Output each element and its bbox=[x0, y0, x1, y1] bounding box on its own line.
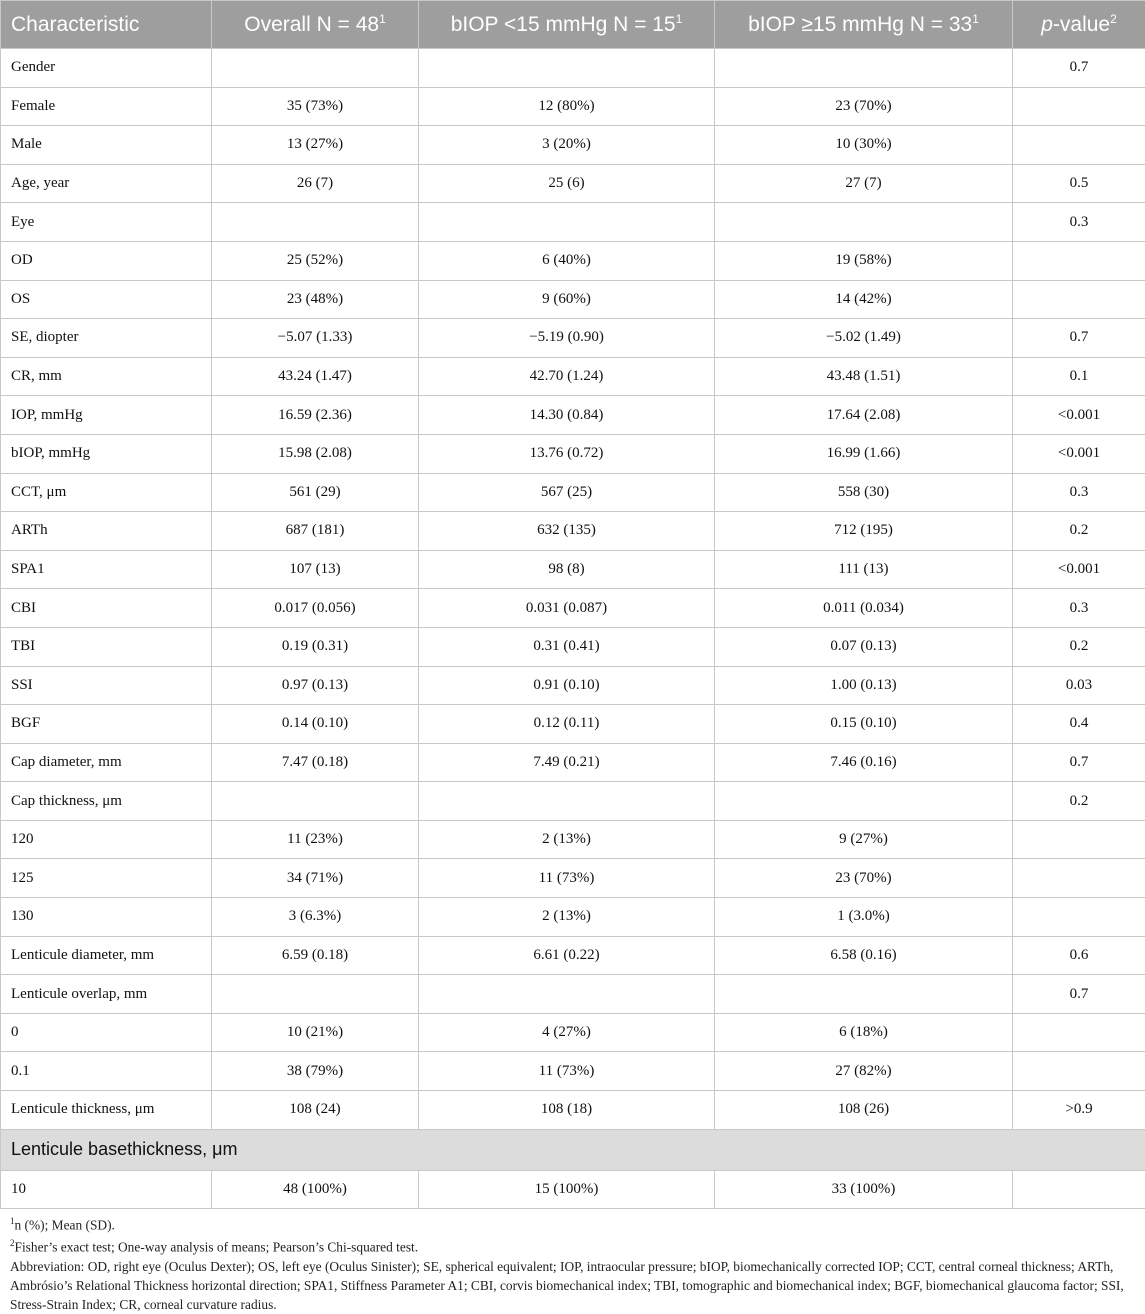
data-cell bbox=[419, 49, 715, 88]
p-value-cell: 0.7 bbox=[1013, 49, 1145, 88]
data-cell: 98 (8) bbox=[419, 550, 715, 589]
p-value-cell: 0.7 bbox=[1013, 975, 1145, 1014]
row-label: 130 bbox=[1, 898, 212, 937]
data-cell: 10 (21%) bbox=[212, 1013, 419, 1052]
p-value-cell: 0.3 bbox=[1013, 473, 1145, 512]
table-row bbox=[1, 743, 1145, 782]
data-cell bbox=[212, 782, 419, 821]
p-value-cell: 0.7 bbox=[1013, 743, 1145, 782]
data-cell: 7.49 (0.21) bbox=[419, 743, 715, 782]
row-label: Female bbox=[1, 87, 212, 126]
row-label: Gender bbox=[1, 49, 212, 88]
p-value-cell: >0.9 bbox=[1013, 1091, 1145, 1130]
table-row bbox=[1, 357, 1145, 396]
p-value-cell: 0.6 bbox=[1013, 936, 1145, 975]
data-cell: 0.017 (0.056) bbox=[212, 589, 419, 628]
table-row bbox=[1, 936, 1145, 975]
data-cell: 23 (70%) bbox=[715, 859, 1013, 898]
data-cell bbox=[419, 203, 715, 242]
data-cell: 6 (18%) bbox=[715, 1013, 1013, 1052]
row-label: CR, mm bbox=[1, 357, 212, 396]
header-row bbox=[1, 1, 1145, 49]
p-value-cell: 0.7 bbox=[1013, 319, 1145, 358]
data-cell: 0.19 (0.31) bbox=[212, 627, 419, 666]
data-cell: 38 (79%) bbox=[212, 1052, 419, 1091]
data-cell: 561 (29) bbox=[212, 473, 419, 512]
data-cell: 6.58 (0.16) bbox=[715, 936, 1013, 975]
abbreviation-note: Abbreviation: OD, right eye (Oculus Dexter); OS, left eye (Oculus Sinister); SE, spherical equivalent; IOP, intraocular pressure; bIOP, biomechanically corrected IOP; CCT, central corneal thickness; ARTh, Ambrósio’s Relational Thickness horizontal direction; SPA1, Stiffness Parameter A1; CBI, corvis biomechanical index; TBI, tomographic and biomechanical index; BGF, biomechanical glaucoma factor; SSI, Stress-Strain Index; CR, corneal curvature radius. bbox=[10, 1257, 1135, 1314]
data-cell bbox=[212, 49, 419, 88]
p-value-cell: 0.2 bbox=[1013, 512, 1145, 551]
data-cell: 0.31 (0.41) bbox=[419, 627, 715, 666]
p-value-cell: <0.001 bbox=[1013, 434, 1145, 473]
section-row bbox=[1, 1129, 1145, 1170]
table-row bbox=[1, 820, 1145, 859]
row-label: 0 bbox=[1, 1013, 212, 1052]
row-label: TBI bbox=[1, 627, 212, 666]
row-label: SPA1 bbox=[1, 550, 212, 589]
data-cell bbox=[715, 782, 1013, 821]
table-row bbox=[1, 898, 1145, 937]
p-value-cell bbox=[1013, 1170, 1145, 1209]
data-cell: 9 (60%) bbox=[419, 280, 715, 319]
data-cell: 16.99 (1.66) bbox=[715, 434, 1013, 473]
row-label: Age, year bbox=[1, 164, 212, 203]
row-label: Cap thickness, μm bbox=[1, 782, 212, 821]
data-cell: 712 (195) bbox=[715, 512, 1013, 551]
data-cell: 3 (20%) bbox=[419, 126, 715, 165]
data-cell: −5.07 (1.33) bbox=[212, 319, 419, 358]
data-cell: −5.02 (1.49) bbox=[715, 319, 1013, 358]
table-row bbox=[1, 49, 1145, 88]
data-cell: 13 (27%) bbox=[212, 126, 419, 165]
data-cell: 14 (42%) bbox=[715, 280, 1013, 319]
data-cell: 11 (23%) bbox=[212, 820, 419, 859]
header-characteristic: Characteristic bbox=[1, 1, 212, 49]
data-cell: 0.15 (0.10) bbox=[715, 705, 1013, 744]
header-biop-high: bIOP ≥15 mmHg $N = 33^1$ bbox=[715, 1, 1013, 49]
data-cell: 16.59 (2.36) bbox=[212, 396, 419, 435]
row-label: CCT, μm bbox=[1, 473, 212, 512]
data-cell: 567 (25) bbox=[419, 473, 715, 512]
table-row bbox=[1, 1091, 1145, 1130]
data-cell: 33 (100%) bbox=[715, 1170, 1013, 1209]
row-label: 120 bbox=[1, 820, 212, 859]
p-value-cell: <0.001 bbox=[1013, 396, 1145, 435]
data-cell: 48 (100%) bbox=[212, 1170, 419, 1209]
data-cell: 7.46 (0.16) bbox=[715, 743, 1013, 782]
data-cell: 0.97 (0.13) bbox=[212, 666, 419, 705]
row-label: Cap diameter, mm bbox=[1, 743, 212, 782]
data-cell: 108 (18) bbox=[419, 1091, 715, 1130]
data-cell: 558 (30) bbox=[715, 473, 1013, 512]
table-row bbox=[1, 666, 1145, 705]
p-value-cell: 0.4 bbox=[1013, 705, 1145, 744]
data-cell: 43.24 (1.47) bbox=[212, 357, 419, 396]
data-cell bbox=[715, 49, 1013, 88]
table-footnotes bbox=[10, 1212, 1135, 1314]
data-cell: 43.48 (1.51) bbox=[715, 357, 1013, 396]
p-value-cell bbox=[1013, 1052, 1145, 1091]
data-cell: 108 (24) bbox=[212, 1091, 419, 1130]
table-row bbox=[1, 550, 1145, 589]
row-label: 0.1 bbox=[1, 1052, 212, 1091]
p-value-cell bbox=[1013, 1013, 1145, 1052]
data-cell: 25 (6) bbox=[419, 164, 715, 203]
p-value-cell bbox=[1013, 126, 1145, 165]
table-row bbox=[1, 164, 1145, 203]
data-cell: 1 (3.0%) bbox=[715, 898, 1013, 937]
table-row bbox=[1, 589, 1145, 628]
data-cell: 632 (135) bbox=[419, 512, 715, 551]
row-label: IOP, mmHg bbox=[1, 396, 212, 435]
table-row bbox=[1, 512, 1145, 551]
row-label: CBI bbox=[1, 589, 212, 628]
data-cell: 15 (100%) bbox=[419, 1170, 715, 1209]
data-cell: 4 (27%) bbox=[419, 1013, 715, 1052]
table-row bbox=[1, 473, 1145, 512]
data-cell: 11 (73%) bbox=[419, 1052, 715, 1091]
data-cell: 11 (73%) bbox=[419, 859, 715, 898]
row-label: SE, diopter bbox=[1, 319, 212, 358]
row-label: 10 bbox=[1, 1170, 212, 1209]
p-value-cell: 0.3 bbox=[1013, 203, 1145, 242]
data-cell: 15.98 (2.08) bbox=[212, 434, 419, 473]
data-cell: 17.64 (2.08) bbox=[715, 396, 1013, 435]
p-value-cell bbox=[1013, 241, 1145, 280]
data-cell: 6.59 (0.18) bbox=[212, 936, 419, 975]
row-label: Male bbox=[1, 126, 212, 165]
data-cell: 6.61 (0.22) bbox=[419, 936, 715, 975]
table-row bbox=[1, 627, 1145, 666]
data-cell bbox=[419, 782, 715, 821]
data-cell: 23 (48%) bbox=[212, 280, 419, 319]
data-cell: 10 (30%) bbox=[715, 126, 1013, 165]
data-cell: 27 (82%) bbox=[715, 1052, 1013, 1091]
data-cell: 108 (26) bbox=[715, 1091, 1013, 1130]
data-cell: 14.30 (0.84) bbox=[419, 396, 715, 435]
data-cell: 0.12 (0.11) bbox=[419, 705, 715, 744]
table-row bbox=[1, 1170, 1145, 1209]
data-cell: 2 (13%) bbox=[419, 898, 715, 937]
data-cell: 12 (80%) bbox=[419, 87, 715, 126]
data-cell: 0.031 (0.087) bbox=[419, 589, 715, 628]
row-label: Lenticule overlap, mm bbox=[1, 975, 212, 1014]
table-row bbox=[1, 975, 1145, 1014]
footnote-1: $^1$n (%); Mean (SD). bbox=[10, 1212, 1135, 1234]
p-value-cell: 0.03 bbox=[1013, 666, 1145, 705]
data-cell: 19 (58%) bbox=[715, 241, 1013, 280]
p-value-cell: 0.3 bbox=[1013, 589, 1145, 628]
header-biop-low: bIOP <15 mmHg $N = 15^1$ bbox=[419, 1, 715, 49]
p-value-cell: 0.2 bbox=[1013, 627, 1145, 666]
table-row bbox=[1, 1013, 1145, 1052]
table-row bbox=[1, 782, 1145, 821]
data-cell: 111 (13) bbox=[715, 550, 1013, 589]
data-cell: 26 (7) bbox=[212, 164, 419, 203]
data-cell: 0.14 (0.10) bbox=[212, 705, 419, 744]
row-label: OS bbox=[1, 280, 212, 319]
data-cell: 0.07 (0.13) bbox=[715, 627, 1013, 666]
data-cell bbox=[212, 975, 419, 1014]
p-value-cell bbox=[1013, 820, 1145, 859]
data-cell: 0.91 (0.10) bbox=[419, 666, 715, 705]
p-value-cell: <0.001 bbox=[1013, 550, 1145, 589]
data-cell: 7.47 (0.18) bbox=[212, 743, 419, 782]
p-value-cell bbox=[1013, 280, 1145, 319]
table-row bbox=[1, 280, 1145, 319]
data-cell bbox=[419, 975, 715, 1014]
table-body bbox=[1, 49, 1145, 1209]
section-label: Lenticule basethickness, μm bbox=[1, 1129, 1145, 1170]
data-cell: 42.70 (1.24) bbox=[419, 357, 715, 396]
data-cell: 6 (40%) bbox=[419, 241, 715, 280]
row-label: OD bbox=[1, 241, 212, 280]
row-label: 125 bbox=[1, 859, 212, 898]
table-row bbox=[1, 396, 1145, 435]
data-cell: 23 (70%) bbox=[715, 87, 1013, 126]
row-label: bIOP, mmHg bbox=[1, 434, 212, 473]
p-value-cell: 0.1 bbox=[1013, 357, 1145, 396]
table-row bbox=[1, 859, 1145, 898]
row-label: Lenticule thickness, μm bbox=[1, 1091, 212, 1130]
data-cell: 2 (13%) bbox=[419, 820, 715, 859]
data-cell: 35 (73%) bbox=[212, 87, 419, 126]
data-cell: 687 (181) bbox=[212, 512, 419, 551]
data-cell: 25 (52%) bbox=[212, 241, 419, 280]
data-cell: 27 (7) bbox=[715, 164, 1013, 203]
row-label: Eye bbox=[1, 203, 212, 242]
data-cell: 34 (71%) bbox=[212, 859, 419, 898]
row-label: SSI bbox=[1, 666, 212, 705]
table-row bbox=[1, 126, 1145, 165]
footnote-2: $^2$Fisher’s exact test; One-way analysis of means; Pearson’s Chi-squared test. bbox=[10, 1234, 1135, 1256]
table-row bbox=[1, 203, 1145, 242]
table-row bbox=[1, 241, 1145, 280]
p-value-cell bbox=[1013, 87, 1145, 126]
row-label: ARTh bbox=[1, 512, 212, 551]
data-cell bbox=[715, 975, 1013, 1014]
data-cell bbox=[715, 203, 1013, 242]
p-value-cell: 0.5 bbox=[1013, 164, 1145, 203]
header-overall: Overall $N = 48^1$ bbox=[212, 1, 419, 49]
data-cell: 107 (13) bbox=[212, 550, 419, 589]
data-cell bbox=[212, 203, 419, 242]
row-label: BGF bbox=[1, 705, 212, 744]
table-row bbox=[1, 319, 1145, 358]
header-p-value: p-value$^2$ bbox=[1013, 1, 1145, 49]
data-cell: −5.19 (0.90) bbox=[419, 319, 715, 358]
p-value-cell bbox=[1013, 859, 1145, 898]
row-label: Lenticule diameter, mm bbox=[1, 936, 212, 975]
table-row bbox=[1, 1052, 1145, 1091]
data-cell: 1.00 (0.13) bbox=[715, 666, 1013, 705]
table-row bbox=[1, 705, 1145, 744]
data-cell: 0.011 (0.034) bbox=[715, 589, 1013, 628]
data-cell: 13.76 (0.72) bbox=[419, 434, 715, 473]
p-value-cell: 0.2 bbox=[1013, 782, 1145, 821]
data-cell: 3 (6.3%) bbox=[212, 898, 419, 937]
data-cell: 9 (27%) bbox=[715, 820, 1013, 859]
table-row bbox=[1, 434, 1145, 473]
p-value-cell bbox=[1013, 898, 1145, 937]
table-row bbox=[1, 87, 1145, 126]
